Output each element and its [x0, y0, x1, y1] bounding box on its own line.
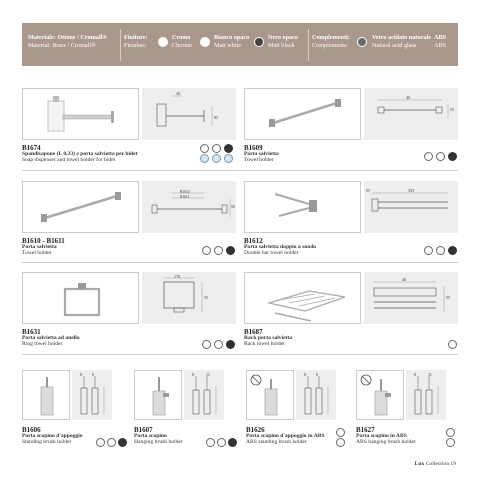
header-divider	[120, 29, 121, 61]
white-label	[214, 34, 249, 49]
finish-white-swatch	[212, 144, 221, 153]
product-photo-b1674	[22, 88, 139, 140]
glass-it: Vetro acidato naturale	[372, 34, 432, 41]
product-photo-b1606	[22, 370, 70, 420]
product-code-b1606: B1606	[22, 426, 41, 434]
desc-it: Porta scopino in ABS	[356, 433, 407, 439]
finish-label	[124, 34, 148, 49]
dim-label: 55	[450, 107, 454, 112]
finish-en: Finishes:	[124, 41, 147, 49]
desc-it: Porta salvietta ad anello	[22, 335, 80, 341]
page-footer	[415, 461, 456, 467]
finish-chrome-swatch	[424, 152, 433, 161]
desc-it: Porta scopino d'appoggio in ABS	[246, 433, 325, 439]
technical-lines	[364, 88, 458, 140]
technical-drawing-b1606	[72, 370, 112, 420]
abs-en: ABS	[434, 41, 447, 49]
standing-brush-illustration	[23, 371, 71, 421]
product-desc-en-b1687: Rack towel holder	[244, 341, 286, 347]
row-separator	[22, 170, 458, 171]
dim-label: 85	[214, 115, 218, 120]
dim-label: 40	[406, 95, 410, 100]
dim-label: 8	[192, 372, 194, 377]
product-photo-b1607	[134, 370, 182, 420]
technical-lines	[364, 272, 458, 324]
dim-label: B1611	[180, 195, 190, 199]
product-photo-b1627	[356, 370, 404, 420]
dim-label: 55	[204, 295, 208, 300]
desc-it: Spandisapone (L 0,33) e porta salvietta per bidet	[22, 151, 138, 157]
finish-black-swatch	[226, 340, 235, 349]
finish-black-swatch	[226, 246, 235, 255]
dim-label: 8	[80, 372, 82, 377]
glass-swatch-1	[200, 154, 209, 163]
glass-swatch-2	[212, 154, 221, 163]
product-photo-b1609	[244, 88, 361, 140]
abs-label	[434, 34, 446, 49]
product-code-b1626: B1626	[246, 426, 265, 434]
finish-white-swatch	[436, 246, 445, 255]
finish-chrome-swatch	[424, 246, 433, 255]
product-photo-b1610	[22, 181, 139, 233]
technical-lines	[184, 370, 224, 420]
finish-chrome-swatch	[446, 428, 455, 437]
finish-it: Finiture:	[124, 34, 148, 41]
product-photo-b1626	[246, 370, 294, 420]
dim-label: 11	[428, 372, 432, 377]
technical-drawing-b1609	[364, 88, 458, 140]
finish-white-swatch	[214, 340, 223, 349]
product-desc-en-b1626: ABS standing brush holder	[246, 439, 307, 445]
product-code-b1607: B1607	[134, 426, 153, 434]
towel-bar-illustration	[23, 182, 140, 234]
desc-it: Porta salvietta	[22, 244, 57, 250]
soap-dispenser-illustration	[23, 89, 140, 141]
product-desc-en-b1607: Hanging brush holder	[134, 439, 183, 445]
desc-it: Porta scopino d'appoggio	[22, 433, 83, 439]
technical-drawing-b1687	[364, 272, 458, 324]
dim-label: 333	[408, 188, 414, 193]
finish-chrome-swatch	[448, 340, 457, 349]
complements-label	[312, 34, 350, 49]
complements-it: Complementi:	[312, 34, 350, 41]
finish-black-swatch	[228, 438, 237, 447]
finish-white-swatch	[214, 246, 223, 255]
finish-black-swatch	[224, 144, 233, 153]
dim-label: 55	[446, 295, 450, 300]
product-code-b1610: B1610 - B1611	[22, 237, 65, 245]
product-desc-en-b1674: Soap dispenser and towel holder for bidet	[22, 157, 116, 163]
complements-en: Complements:	[312, 41, 349, 49]
product-desc-en-b1631: Ring towel holder	[22, 341, 63, 347]
product-code-b1687: B1687	[244, 328, 263, 336]
finish-black-swatch	[118, 438, 127, 447]
chrome-swatch	[158, 37, 168, 47]
technical-drawing-b1674	[142, 88, 236, 140]
product-code-b1609: B1609	[244, 144, 263, 152]
technical-drawing-b1627	[406, 370, 446, 420]
dim-label: 170	[174, 274, 180, 279]
finish-chrome-swatch	[336, 428, 345, 437]
technical-drawing-b1612	[364, 181, 458, 233]
finish-black-swatch	[448, 152, 457, 161]
desc-it: Rack porta salvietta	[244, 335, 293, 341]
finish-chrome-swatch	[96, 438, 105, 447]
product-photo-b1612	[244, 181, 361, 233]
towel-bar-illustration	[245, 89, 362, 141]
product-desc-en-b1609: Towel holder	[244, 157, 274, 163]
desc-it: Porta scopino	[134, 433, 167, 439]
dim-label: 55	[366, 188, 370, 193]
chrome-label	[172, 34, 192, 49]
material-en: Material: Brass / Cromall®	[28, 41, 96, 49]
dim-label: 40	[402, 277, 406, 282]
row-separator	[22, 354, 458, 355]
finish-chrome-swatch	[200, 144, 209, 153]
white-swatch	[200, 37, 210, 47]
finish-white-swatch	[446, 438, 455, 447]
product-photo-b1687	[244, 272, 361, 324]
page-number: 19	[450, 461, 456, 467]
technical-lines	[142, 272, 236, 324]
product-desc-en-b1627: ABS hanging brush holder	[356, 439, 416, 445]
technical-drawing-b1610	[142, 181, 236, 233]
product-photo-b1631	[22, 272, 139, 324]
dim-label: 55	[231, 204, 235, 209]
technical-lines	[142, 88, 236, 140]
row-separator	[22, 262, 458, 263]
white-en: Matt white	[214, 41, 241, 49]
black-label	[268, 34, 298, 49]
technical-drawing-b1626	[296, 370, 336, 420]
double-bar-illustration	[245, 182, 362, 234]
dim-label: 11	[206, 372, 210, 377]
hanging-brush-illustration	[135, 371, 183, 421]
desc-it: Porta salvietta	[244, 151, 279, 157]
dim-label: 8	[92, 372, 94, 377]
abs-standing-brush-illustration	[247, 371, 295, 421]
finish-chrome-swatch	[202, 246, 211, 255]
material-it: Materiale: Ottone / Cromall®	[28, 34, 107, 41]
white-it: Bianco opaco	[214, 34, 250, 41]
ring-holder-illustration	[23, 273, 140, 325]
black-it: Nero opaco	[268, 34, 298, 41]
chrome-it: Cromo	[172, 34, 191, 41]
finish-chrome-swatch	[206, 438, 215, 447]
product-desc-en-b1610: Towel holder	[22, 250, 52, 256]
glass-swatch	[357, 37, 367, 47]
technical-lines	[406, 370, 446, 420]
finish-white-swatch	[107, 438, 116, 447]
header-divider	[308, 29, 309, 61]
finish-white-swatch	[336, 438, 345, 447]
black-en: Matt black	[268, 41, 295, 49]
finish-chrome-swatch	[202, 340, 211, 349]
material-info	[28, 34, 107, 49]
finish-white-swatch	[217, 438, 226, 447]
materials-header	[22, 23, 458, 66]
abs-it: ABS	[434, 34, 447, 41]
glass-label	[372, 34, 431, 49]
glass-swatch-3	[224, 154, 233, 163]
finish-black-swatch	[448, 246, 457, 255]
product-code-b1612: B1612	[244, 237, 263, 245]
dim-label: B1610	[180, 190, 190, 194]
dim-label: 8	[414, 372, 416, 377]
dim-label: 8	[304, 372, 306, 377]
rack-illustration	[245, 273, 362, 325]
product-desc-en-b1606: Standing brush holder	[22, 439, 72, 445]
product-desc-en-b1612: Double bar towel holder	[244, 250, 299, 256]
dim-label: 8	[316, 372, 318, 377]
product-code-b1627: B1627	[356, 426, 375, 434]
abs-hanging-brush-illustration	[357, 371, 405, 421]
footer-text: Collection	[425, 461, 449, 467]
product-code-b1631: B1631	[22, 328, 41, 336]
product-code-b1674: B1674	[22, 144, 41, 152]
black-swatch	[254, 37, 264, 47]
technical-drawing-b1607	[184, 370, 224, 420]
dim-label: 40	[176, 91, 180, 96]
chrome-en: Chrome	[172, 41, 192, 49]
technical-drawing-b1631	[142, 272, 236, 324]
desc-it: Porta salvietta doppio a snodo	[244, 244, 317, 250]
finish-white-swatch	[436, 152, 445, 161]
glass-en: Natural acid glass	[372, 41, 417, 49]
footer-brand: Lux	[414, 461, 425, 467]
